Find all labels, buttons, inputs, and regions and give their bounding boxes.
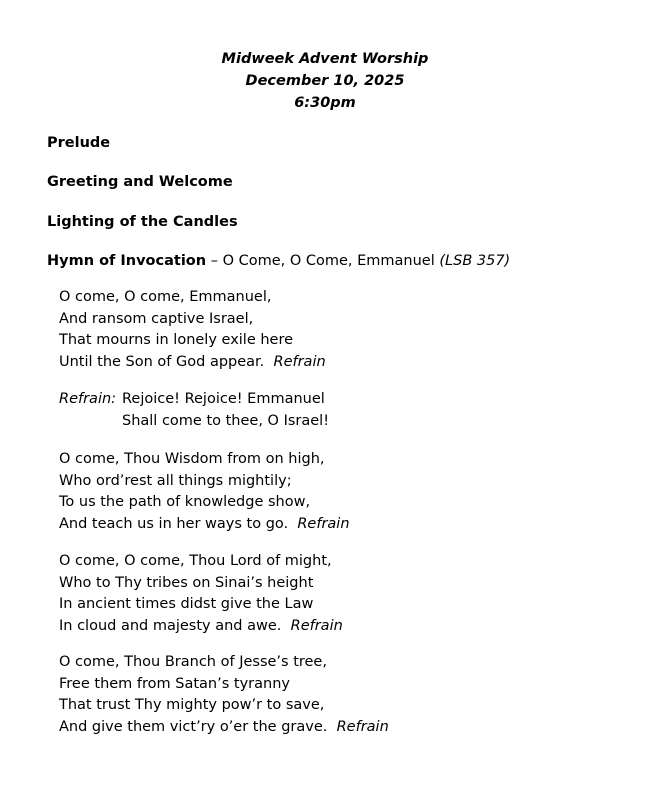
service-time: 6:30pm <box>294 95 356 111</box>
refrain-marker: Refrain <box>273 353 326 370</box>
service-title: Midweek Advent Worship <box>221 51 429 67</box>
stanza-2 <box>59 449 350 535</box>
refrain-line: Shall come to thee, O Israel! <box>122 412 330 429</box>
hymn-reference: (LSB 357) <box>439 253 511 269</box>
stanza-line: In ancient times didst give the Law <box>59 596 314 612</box>
stanza-line: Who ord’rest all things mightily; <box>59 472 292 489</box>
refrain-label: Refrain: <box>59 391 117 407</box>
stanza-line: To us the path of knowledge show, <box>59 494 311 510</box>
hymn-separator: – <box>206 253 223 269</box>
greeting-heading: Greeting and Welcome <box>47 174 233 190</box>
stanza-line: O come, Thou Branch of Jesse’s tree, <box>59 654 327 670</box>
stanza-last-line <box>59 717 389 739</box>
prelude-item <box>47 133 110 153</box>
hymn-title: O Come, O Come, Emmanuel <box>222 253 435 269</box>
hymn-item <box>47 251 510 271</box>
stanza-4 <box>59 652 389 738</box>
stanza-line: And give them vict’ry o’er the grave. <box>59 718 328 735</box>
stanza-last-line <box>59 616 343 638</box>
stanza-line: O come, Thou Wisdom from on high, <box>59 451 325 467</box>
refrain-marker: Refrain <box>297 515 350 532</box>
stanza-1 <box>59 287 326 373</box>
stanza-line: That trust Thy mighty pow’r to save, <box>59 697 325 713</box>
stanza-line: That mourns in lonely exile here <box>59 332 294 348</box>
greeting-item <box>47 172 233 192</box>
stanza-line: O come, O come, Thou Lord of might, <box>59 553 332 569</box>
stanza-line: And ransom captive Israel, <box>59 310 254 327</box>
refrain-line: Rejoice! Rejoice! Emmanuel <box>122 391 325 407</box>
candles-item <box>47 212 238 232</box>
stanza-line: O come, O come, Emmanuel, <box>59 289 272 305</box>
stanza-line: In cloud and majesty and awe. <box>59 617 282 634</box>
prelude-heading: Prelude <box>47 135 111 151</box>
service-date: December 10, 2025 <box>245 73 405 89</box>
hymn-label: Hymn of Invocation <box>47 253 207 269</box>
service-header <box>0 48 650 114</box>
candles-heading: Lighting of the Candles <box>47 214 238 230</box>
stanza-line: And teach us in her ways to go. <box>59 515 289 532</box>
refrain-marker: Refrain <box>290 617 343 634</box>
refrain-marker: Refrain <box>336 718 389 735</box>
stanza-line: Free them from Satan’s tyranny <box>59 675 290 692</box>
stanza-line: Who to Thy tribes on Sinai’s height <box>59 574 314 591</box>
stanza-3 <box>59 551 343 637</box>
stanza-last-line <box>59 352 326 374</box>
stanza-line: Until the Son of God appear. <box>59 353 265 370</box>
stanza-last-line <box>59 514 350 536</box>
refrain-block <box>59 389 329 432</box>
